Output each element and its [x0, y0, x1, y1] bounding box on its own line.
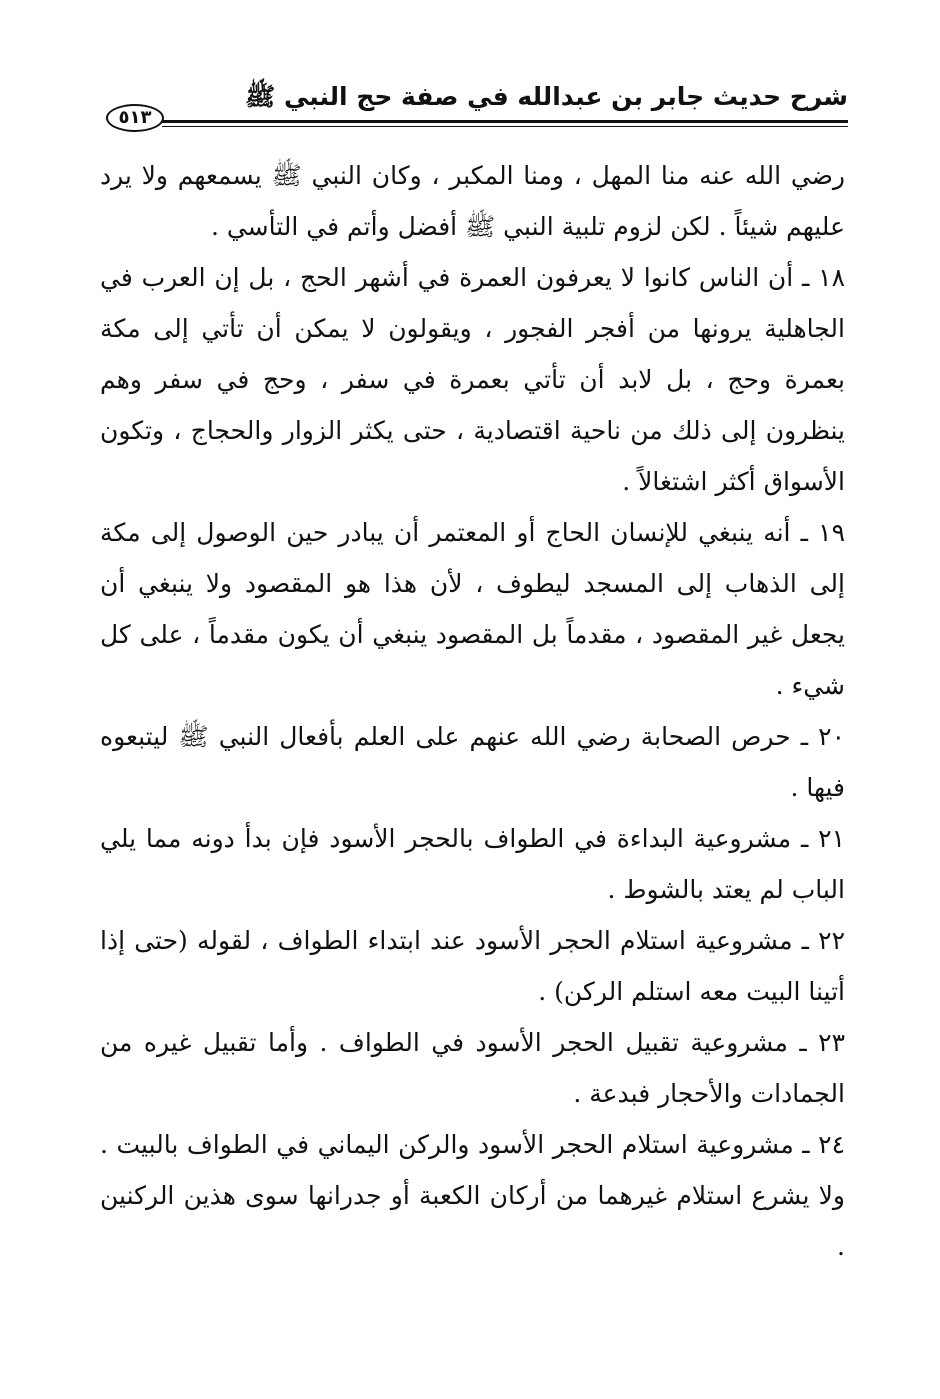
paragraph-23: ٢٣ ـ مشروعية تقبيل الحجر الأسود في الطواف . وأما تقبيل غيره من الجمادات والأحجار فبدعة .	[100, 1028, 845, 1108]
paragraph-18: ١٨ ـ أن الناس كانوا لا يعرفون العمرة في أشهر الحج ، بل إن العرب في الجاهلية يرونها من أفجر الفجور ، ويقولون لا يمكن أن تأتي إلى مكة بعمرة وحج ، بل لابد أن تأتي بعمرة في سفر ، وحج في سفر وهم ينظرون إلى ذلك من ناحية اقتصادية ، حتى يكثر الزوار والحجاج ، وتكون الأسواق أكثر اشتغالاً .	[100, 263, 845, 496]
paragraph-19: ١٩ ـ أنه ينبغي للإنسان الحاج أو المعتمر أن يبادر حين الوصول إلى مكة إلى الذهاب إلى المسجد ليطوف ، لأن هذا هو المقصود ولا ينبغي أن يجعل غير المقصود ، مقدماً بل المقصود ينبغي أن يكون مقدماً ، على كل شيء .	[100, 518, 845, 700]
running-header-title: شرح حديث جابر بن عبدالله في صفة حج النبي ﷺ	[245, 82, 848, 111]
running-header	[100, 72, 848, 132]
paragraph-20: ٢٠ ـ حرص الصحابة رضي الله عنهم على العلم بأفعال النبي ﷺ ليتبعوه فيها .	[100, 722, 845, 802]
page-number: ٥١٣	[106, 104, 164, 132]
header-rule	[162, 120, 848, 123]
paragraph-22: ٢٢ ـ مشروعية استلام الحجر الأسود عند ابتداء الطواف ، لقوله (حتى إذا أتينا البيت معه استلم الركن) .	[100, 926, 845, 1006]
paragraph-21: ٢١ ـ مشروعية البداءة في الطواف بالحجر الأسود فإن بدأ دونه مما يلي الباب لم يعتد بالشوط .	[100, 824, 845, 904]
page-body	[100, 150, 845, 1272]
header-rule-thin	[162, 126, 848, 127]
paragraph-24: ٢٤ ـ مشروعية استلام الحجر الأسود والركن اليماني في الطواف بالبيت . ولا يشرع استلام غيرهما من أركان الكعبة أو جدرانها سوى هذين الركنين .	[100, 1130, 845, 1261]
paragraph-continuation: رضي الله عنه منا المهل ، ومنا المكبر ، وكان النبي ﷺ يسمعهم ولا يرد عليهم شيئاً . لكن لزوم تلبية النبي ﷺ أفضل وأتم في التأسي .	[100, 161, 845, 241]
